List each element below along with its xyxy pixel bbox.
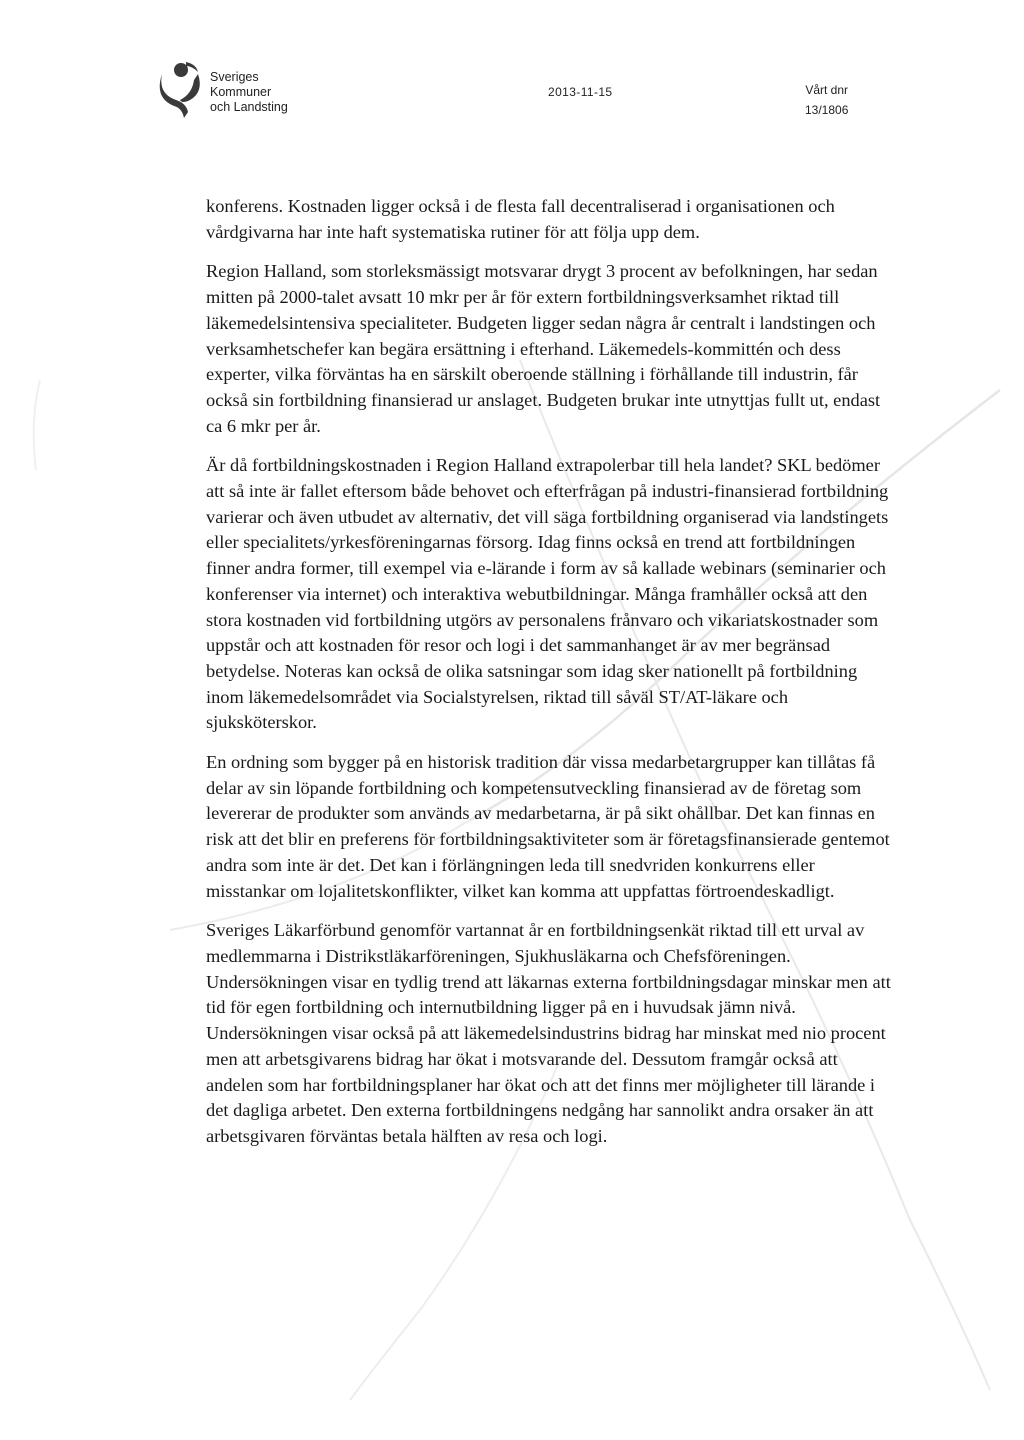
- skl-logo-icon: [156, 60, 204, 120]
- letterhead: [0, 0, 1024, 140]
- paragraph: Är då fortbildningskostnaden i Region Halland extrapolerbar till hela landet? SKL bedömer att så inte är fallet eftersom både behovet och efterfrågan på industri-finansierad fortbildning varierar och även utbudet av alternativ, det vill säga fortbildning organiserad via landstingets eller specialitets/yrkesföreningarnas försorg. Idag finns också en trend att fortbildningen finner andra former, till exempel via e-lärande i form av så kallade webinars (seminarier och konferenser via internet) och interaktiva webutbildningar. Många framhåller också att den stora kostnaden vid fortbildning utgörs av personalens frånvaro och vikariatskostnader som uppstår och att kostnaden för resor och logi i det sammanhanget är av mer begränsad betydelse. Noteras kan också de olika satsningar som idag sker nationellt på fortbildning inom läkemedelsområdet via Socialstyrelsen, riktad till såväl ST/AT-läkare och sjuksköterskor.: [206, 455, 889, 733]
- reference-block: [805, 80, 848, 120]
- reference-label: Vårt dnr: [805, 83, 849, 97]
- document-date: 2013-11-15: [548, 85, 613, 99]
- org-line: Sveriges: [210, 70, 259, 84]
- paragraph: En ordning som bygger på en historisk tradition där vissa medarbetargrupper kan tillåtas få delar av sin löpande fortbildning och kompetensutveckling finansierad av de företag som levererar de produkter som används av medarbetarna, är på sikt ohållbar. Det kan finnas en risk att det blir en preferens för fortbildningsaktiviteter som är företagsfinansierade gentemot andra som inte är det. Det kan i förlängningen leda till snedvriden konkurrens eller misstankar om lojalitetskonflikter, vilket kan komma att uppfattas förtroendeskadligt.: [206, 752, 890, 901]
- organization-name: [210, 70, 288, 115]
- paragraph: Sveriges Läkarförbund genomför vartannat år en fortbildningsenkät riktad till ett urval av medlemmarna i Distrikstläkarföreningen, Sjukhusläkarna och Chefsföreningen. Undersökningen visar en tydlig trend att läkarnas externa fortbildningsdagar minskar men att tid för egen fortbildning och internutbildning ligger på en i huvudsak jämn nivå. Undersökningen visar också på att läkemedelsindustrins bidrag har minskat med nio procent men att arbetsgivarens bidrag har ökat i motsvarande del. Dessutom framgår också att andelen som har fortbildningsplaner har ökat och att det finns mer möjligheter till lärande i det dagliga arbetet. Den externa fortbildningens nedgång har sannolikt andra orsaker än att arbetsgivaren förväntas betala hälften av resa och logi.: [206, 920, 891, 1146]
- document-body: [206, 194, 898, 1164]
- org-line: och Landsting: [210, 100, 288, 114]
- paragraph: Region Halland, som storleksmässigt motsvarar drygt 3 procent av befolkningen, har sedan mitten på 2000-talet avsatt 10 mkr per år för extern fortbildningsverksamhet riktad till läkemedelsintensiva specialiteter. Budgeten ligger sedan några år centralt i landstingen och verksamhetschefer kan begära ersättning i efterhand. Läkemedels-kommittén och dess experter, vilka förväntas ha en särskilt oberoende ställning i förhållande till industrin, får också sin fortbildning finansierad ur anslaget. Budgeten brukar inte utnyttjas fullt ut, endast ca 6 mkr per år.: [206, 261, 881, 436]
- org-line: Kommuner: [210, 85, 272, 99]
- paragraph: konferens. Kostnaden ligger också i de flesta fall decentraliserad i organisationen och vårdgivarna har inte haft systematiska rutiner för att följa upp dem.: [206, 196, 835, 242]
- reference-number: 13/1806: [805, 103, 849, 117]
